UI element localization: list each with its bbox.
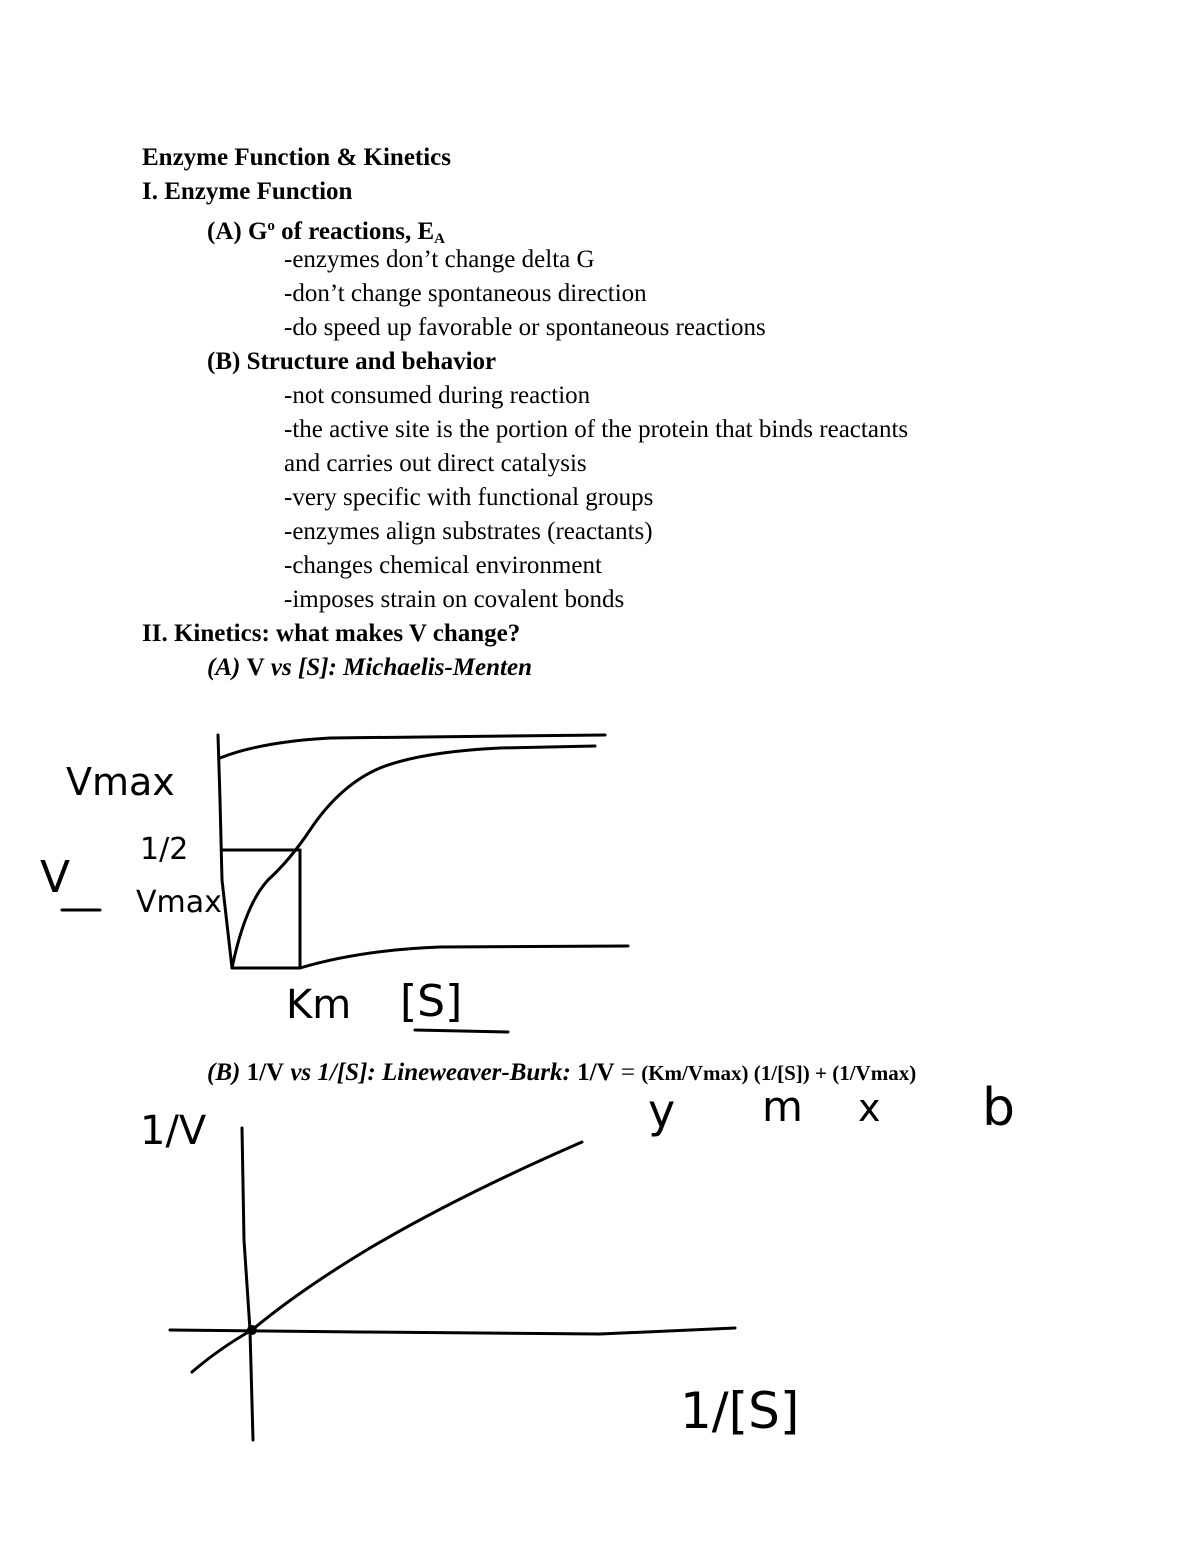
inverse-s-label: 1/[S] [680, 1382, 800, 1440]
lb-y-axis [242, 1128, 253, 1440]
section-2b-heading: (B) 1/V vs 1/[S]: Lineweaver-Burk: 1/V = (Km/Vmax) (1/[S]) + (1/Vmax) [207, 1059, 917, 1086]
bullet-1a-3: -do speed up favorable or spontaneous reactions [284, 314, 766, 341]
b-label: b [982, 1078, 1016, 1138]
bullet-1b-4: -very specific with functional groups [284, 484, 654, 511]
section-1b-heading: (B) Structure and behavior [207, 348, 497, 375]
half-label: 1/2 [140, 832, 189, 867]
mm-x-axis [232, 946, 628, 968]
section-2a-heading: (A) V vs [S]: Michaelis-Menten [207, 654, 532, 681]
vmax-half-label: Vmax [136, 885, 222, 920]
bullet-1b-3: and carries out direct catalysis [284, 450, 587, 477]
s-underline [415, 1030, 508, 1032]
bullet-1b-7: -imposes strain on covalent bonds [284, 586, 625, 613]
m-label: m [762, 1082, 803, 1131]
mm-curve [232, 746, 595, 968]
s-label: [S] [400, 976, 463, 1027]
page-title: Enzyme Function & Kinetics [142, 144, 452, 171]
vmax-label: Vmax [66, 760, 175, 804]
km-label: Km [286, 982, 352, 1028]
section-1-heading: I. Enzyme Function [142, 178, 353, 205]
bullet-1b-2: -the active site is the portion of the protein that binds reactants [284, 416, 909, 443]
bullet-1b-1: -not consumed during reaction [284, 382, 591, 409]
x-label: x [858, 1086, 881, 1130]
inverse-v-label: 1/V [140, 1108, 207, 1154]
bullet-1a-1: -enzymes don’t change delta G [284, 246, 595, 273]
lb-intercept-dot [247, 1325, 257, 1335]
bullet-1b-6: -changes chemical environment [284, 552, 602, 579]
v-label: V [40, 852, 71, 903]
section-1a-heading: (A) $G^o$ of reactions, $E_A$ [207, 218, 445, 247]
bullet-1a-2: -don’t change spontaneous direction [284, 280, 647, 307]
lineweaver-burk-graph [170, 1128, 735, 1440]
bullet-1b-5: -enzymes align substrates (reactants) [284, 518, 653, 545]
y-label: y [648, 1084, 676, 1138]
section-2-heading: II. Kinetics: what makes V change? [142, 620, 521, 647]
